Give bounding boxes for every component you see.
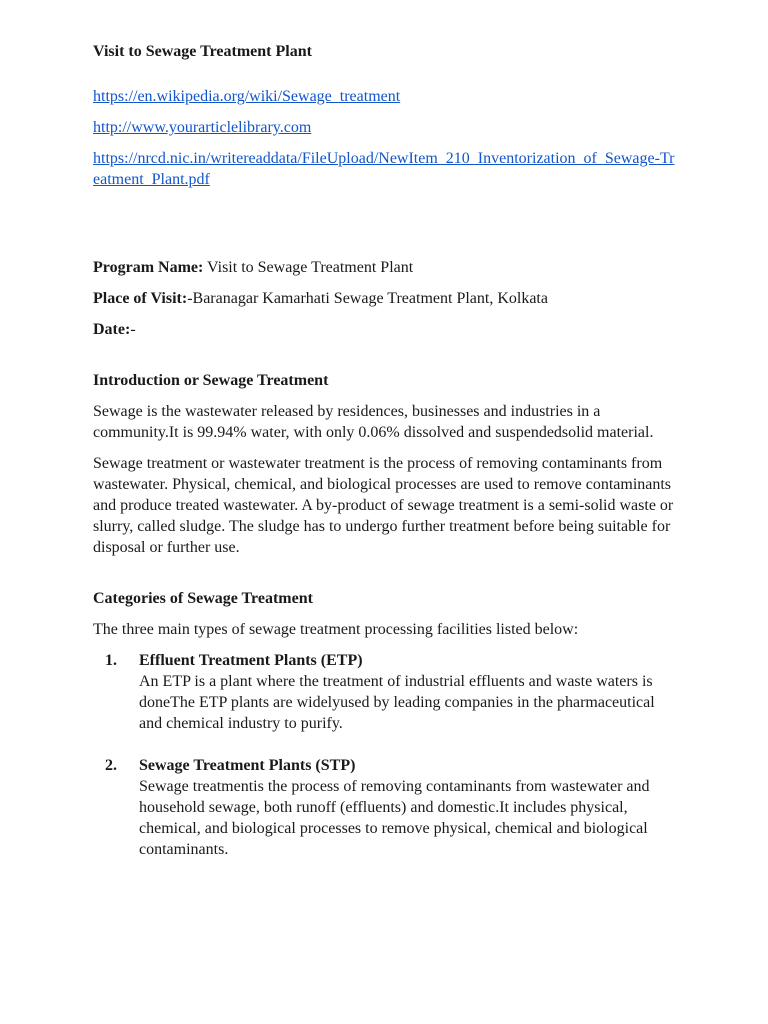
place-of-visit-line xyxy=(93,288,688,309)
list-item-text: An ETP is a plant where the treatment of industrial effluents and waste waters is doneThe ETP plants are widelyused by leading companies in the pharmaceutical and chemical industry to purify. xyxy=(139,673,655,732)
program-name-line xyxy=(93,257,688,278)
document-title: Visit to Sewage Treatment Plant xyxy=(93,43,312,60)
place-of-visit-value: -Baranagar Kamarhati Sewage Treatment Plant, Kolkata xyxy=(187,290,548,307)
link-wikipedia[interactable]: https://en.wikipedia.org/wiki/Sewage_treatment xyxy=(93,88,401,105)
program-name-value: Visit to Sewage Treatment Plant xyxy=(203,259,414,276)
list-item-number: 2. xyxy=(105,757,117,774)
list-item-heading: Sewage Treatment Plants (STP) xyxy=(139,757,356,774)
list-item-etp xyxy=(93,650,678,734)
list-item-number: 1. xyxy=(105,652,117,669)
list-item-stp xyxy=(93,755,678,860)
link-nrcd-pdf[interactable]: https://nrcd.nic.in/writereaddata/FileUpload/NewItem_210_Inventorization_of_Sewage-Treatment_Plant.pdf xyxy=(93,150,675,188)
introduction-paragraph-1: Sewage is the wastewater released by residences, businesses and industries in a community.It is 99.94% water, with only 0.06% dissolved and suspendedsolid material. xyxy=(93,403,654,441)
spacer xyxy=(93,200,688,257)
introduction-heading: Introduction or Sewage Treatment xyxy=(93,372,329,389)
categories-intro: The three main types of sewage treatment processing facilities listed below: xyxy=(93,621,579,638)
place-of-visit-label: Place of Visit: xyxy=(93,290,188,307)
date-label: Date: xyxy=(93,321,131,338)
link-yourarticlelibrary[interactable]: http://www.yourarticlelibrary.com xyxy=(93,119,312,136)
date-line xyxy=(93,319,688,340)
list-item-heading: Effluent Treatment Plants (ETP) xyxy=(139,652,363,669)
introduction-paragraph-2: Sewage treatment or wastewater treatment is the process of removing contaminants from wastewater. Physical, chemical, and biological processes are used to remove contaminants and produce treated wastewater. A by-product of sewage treatment is a semi-solid waste or slurry, called sludge. The sludge has to undergo further treatment before being suitable for disposal or further use. xyxy=(93,455,674,556)
date-value: - xyxy=(130,321,136,338)
categories-list xyxy=(93,650,688,860)
program-name-label: Program Name: xyxy=(93,259,204,276)
categories-heading: Categories of Sewage Treatment xyxy=(93,590,313,607)
list-item-text: Sewage treatmentis the process of removing contaminants from wastewater and household sewage, both runoff (effluents) and domestic.It includes physical, chemical, and biological processes to remove physical, chemical and biological contaminants. xyxy=(139,778,650,858)
